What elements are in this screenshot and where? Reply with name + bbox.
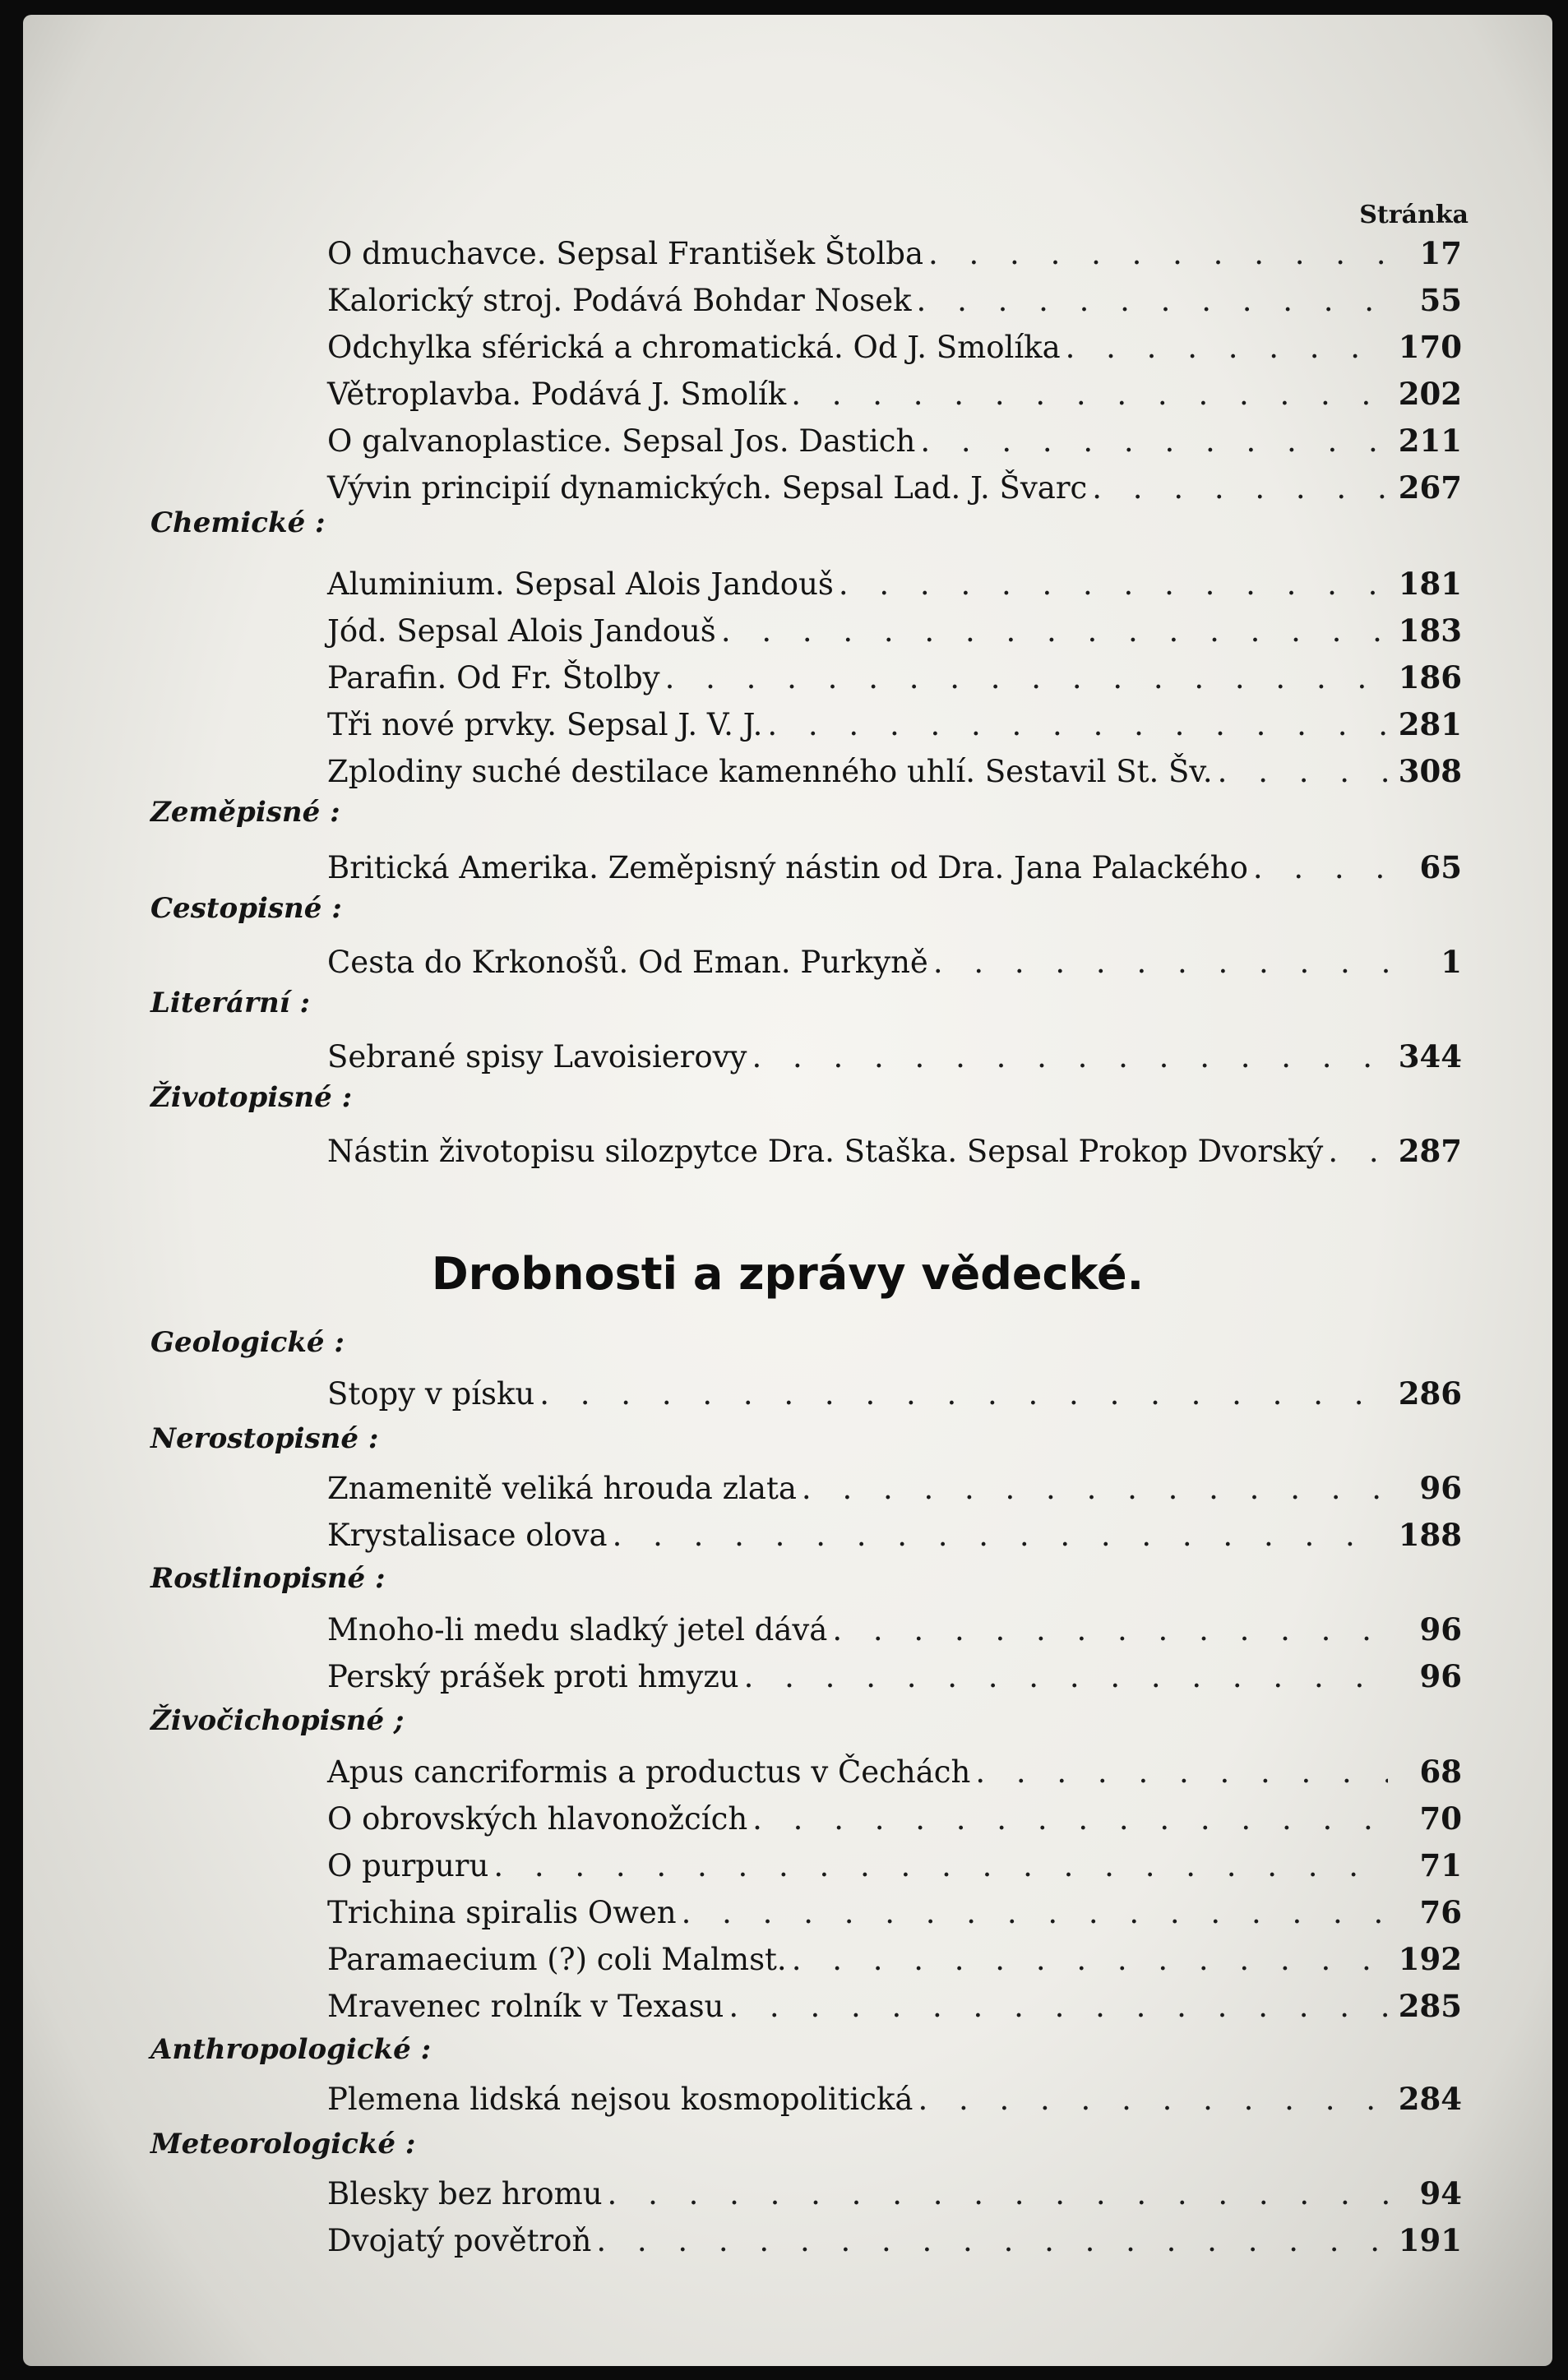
leader-dots xyxy=(839,566,1388,602)
entry-page: 1 xyxy=(1441,944,1462,980)
leader-dots xyxy=(791,377,1388,412)
entry-page: 55 xyxy=(1419,282,1462,318)
leader-dots xyxy=(933,945,1388,980)
toc-entry xyxy=(327,282,1462,323)
toc-entry xyxy=(327,1988,1462,2029)
leader-dots xyxy=(744,1659,1388,1694)
entry-title: Trichina spiralis Owen xyxy=(327,1895,677,1930)
leader-dots xyxy=(1218,754,1388,789)
toc-entry xyxy=(327,1800,1462,1842)
entry-page: 211 xyxy=(1398,423,1462,459)
toc-entry xyxy=(327,1658,1462,1699)
category-zemepisne: Zeměpisné : xyxy=(150,796,340,829)
leader-dots xyxy=(802,1471,1388,1506)
entry-title: Perský prášek proti hmyzu xyxy=(327,1659,739,1694)
section-heading: Drobnosti a zprávy vědecké. xyxy=(431,1248,1145,1300)
toc-entry xyxy=(327,753,1462,794)
entry-page: 308 xyxy=(1398,753,1462,789)
category-chemicke: Chemické : xyxy=(150,506,326,539)
leader-dots xyxy=(1066,330,1388,365)
toc-entry xyxy=(327,659,1462,700)
entry-page: 76 xyxy=(1419,1894,1462,1930)
category-geologicke: Geologické : xyxy=(150,1326,345,1359)
toc-entry xyxy=(327,849,1462,890)
entry-page: 96 xyxy=(1419,1611,1462,1648)
entry-page: 287 xyxy=(1398,1133,1462,1169)
leader-dots xyxy=(917,283,1388,318)
entry-title: Tři nové prvky. Sepsal J. V. J. xyxy=(327,707,763,742)
leader-dots xyxy=(832,1612,1388,1648)
entry-title: Krystalisace olova xyxy=(327,1518,608,1553)
leader-dots xyxy=(767,707,1388,742)
entry-title: Větroplavba. Podává J. Smolík xyxy=(327,377,787,412)
entry-title: O purpuru xyxy=(327,1848,489,1883)
entry-title: Cesta do Krkonošů. Od Eman. Purkyně xyxy=(327,945,928,980)
entry-title: Parafin. Od Fr. Štolby xyxy=(327,660,660,696)
entry-title: Mnoho-li medu sladký jetel dává xyxy=(327,1612,828,1648)
entry-page: 188 xyxy=(1398,1517,1462,1553)
leader-dots xyxy=(752,1039,1388,1074)
toc-entry xyxy=(327,1375,1462,1416)
leader-dots xyxy=(721,613,1388,649)
category-literarni: Literární : xyxy=(150,987,311,1019)
entry-title: Sebrané spisy Lavoisierovy xyxy=(327,1039,747,1074)
leader-dots xyxy=(493,1848,1388,1883)
entry-page: 94 xyxy=(1419,2175,1462,2211)
toc-entry xyxy=(327,1517,1462,1558)
toc-entry xyxy=(327,2081,1462,2122)
entry-page: 183 xyxy=(1398,612,1462,649)
leader-dots xyxy=(596,2223,1388,2258)
toc-entry xyxy=(327,566,1462,607)
toc-entry xyxy=(327,1611,1462,1652)
toc-entry xyxy=(327,1754,1462,1795)
toc-entry xyxy=(327,1133,1462,1174)
entry-title: Znamenitě veliká hrouda zlata xyxy=(327,1471,797,1506)
entry-page: 192 xyxy=(1398,1941,1462,1977)
entry-page: 285 xyxy=(1398,1988,1462,2024)
leader-dots xyxy=(682,1895,1388,1930)
toc-entry xyxy=(327,1470,1462,1511)
leader-dots xyxy=(792,1942,1388,1977)
leader-dots xyxy=(539,1376,1388,1412)
document-page xyxy=(23,15,1552,2366)
entry-title: O dmuchavce. Sepsal František Štolba xyxy=(327,236,924,271)
leader-dots xyxy=(918,2082,1388,2117)
entry-title: Nástin životopisu silozpytce Dra. Staška. Sepsal Prokop Dvorský xyxy=(327,1134,1324,1169)
entry-title: Paramaecium (?) coli Malmst. xyxy=(327,1942,787,1977)
toc-entry xyxy=(327,1038,1462,1079)
leader-dots xyxy=(613,1518,1388,1553)
leader-dots xyxy=(975,1754,1388,1790)
entry-title: O obrovských hlavonožcích xyxy=(327,1801,748,1837)
entry-title: Kalorický stroj. Podává Bohdar Nosek xyxy=(327,283,912,318)
entry-page: 186 xyxy=(1398,659,1462,696)
category-nerostopisne: Nerostopisné : xyxy=(150,1422,379,1455)
toc-entry xyxy=(327,423,1462,464)
leader-dots xyxy=(920,423,1388,459)
entry-page: 17 xyxy=(1419,235,1462,271)
category-rostlinopisne: Rostlinopisné : xyxy=(150,1562,386,1595)
toc-entry xyxy=(327,1894,1462,1935)
toc-entry xyxy=(327,2222,1462,2263)
leader-dots xyxy=(928,236,1388,271)
entry-title: Plemena lidská nejsou kosmopolitická xyxy=(327,2082,914,2117)
toc-entry xyxy=(327,944,1462,985)
toc-entry xyxy=(327,612,1462,654)
toc-entry xyxy=(327,2175,1462,2216)
entry-page: 281 xyxy=(1398,706,1462,742)
entry-title: Jód. Sepsal Alois Jandouš xyxy=(327,613,716,649)
entry-title: O galvanoplastice. Sepsal Jos. Dastich xyxy=(327,423,916,459)
toc-entry xyxy=(327,1847,1462,1888)
entry-title: Mravenec rolník v Texasu xyxy=(327,1989,724,2024)
entry-page: 96 xyxy=(1419,1470,1462,1506)
leader-dots xyxy=(1092,470,1388,506)
leader-dots xyxy=(665,660,1388,696)
entry-title: Vývin principií dynamických. Sepsal Lad. J. Švarc xyxy=(327,470,1088,506)
entry-page: 68 xyxy=(1419,1754,1462,1790)
category-anthropologicke: Anthropologické : xyxy=(150,2033,432,2066)
entry-page: 286 xyxy=(1398,1375,1462,1412)
entry-page: 284 xyxy=(1398,2081,1462,2117)
entry-title: Apus cancriformis a productus v Čechách xyxy=(327,1754,971,1790)
toc-entry xyxy=(327,235,1462,276)
toc-entry xyxy=(327,1941,1462,1982)
page-column-header: Stránka xyxy=(1359,201,1469,229)
leader-dots xyxy=(752,1801,1388,1837)
entry-title: Dvojatý povětroň xyxy=(327,2223,592,2258)
entry-title: Stopy v písku xyxy=(327,1376,535,1412)
toc-entry xyxy=(327,376,1462,417)
category-cestopisne: Cestopisné : xyxy=(150,892,342,925)
entry-title: Blesky bez hromu xyxy=(327,2176,603,2211)
toc-entry xyxy=(327,706,1462,747)
category-zivotopisne: Životopisné : xyxy=(150,1081,353,1114)
toc-entry xyxy=(327,329,1462,370)
entry-page: 344 xyxy=(1398,1038,1462,1074)
entry-page: 191 xyxy=(1398,2222,1462,2258)
entry-title: Britická Amerika. Zeměpisný nástin od Dra. Jana Palackého xyxy=(327,850,1248,885)
leader-dots xyxy=(1253,850,1388,885)
table-of-contents xyxy=(23,15,1552,2366)
entry-page: 181 xyxy=(1398,566,1462,602)
leader-dots xyxy=(608,2176,1388,2211)
leader-dots xyxy=(1328,1134,1388,1169)
entry-page: 170 xyxy=(1398,329,1462,365)
leader-dots xyxy=(728,1989,1388,2024)
entry-page: 65 xyxy=(1419,849,1462,885)
entry-title: Aluminium. Sepsal Alois Jandouš xyxy=(327,566,834,602)
entry-page: 70 xyxy=(1419,1800,1462,1837)
toc-entry xyxy=(327,469,1462,511)
entry-title: Odchylka sférická a chromatická. Od J. Smolíka xyxy=(327,330,1061,365)
entry-title: Zplodiny suché destilace kamenného uhlí. Sestavil St. Šv. xyxy=(327,754,1213,789)
category-meteorologicke: Meteorologické : xyxy=(150,2128,416,2160)
entry-page: 267 xyxy=(1398,469,1462,506)
entry-page: 202 xyxy=(1398,376,1462,412)
category-zivocichopisne: Živočichopisné ; xyxy=(150,1704,405,1737)
entry-page: 96 xyxy=(1419,1658,1462,1694)
entry-page: 71 xyxy=(1419,1847,1462,1883)
